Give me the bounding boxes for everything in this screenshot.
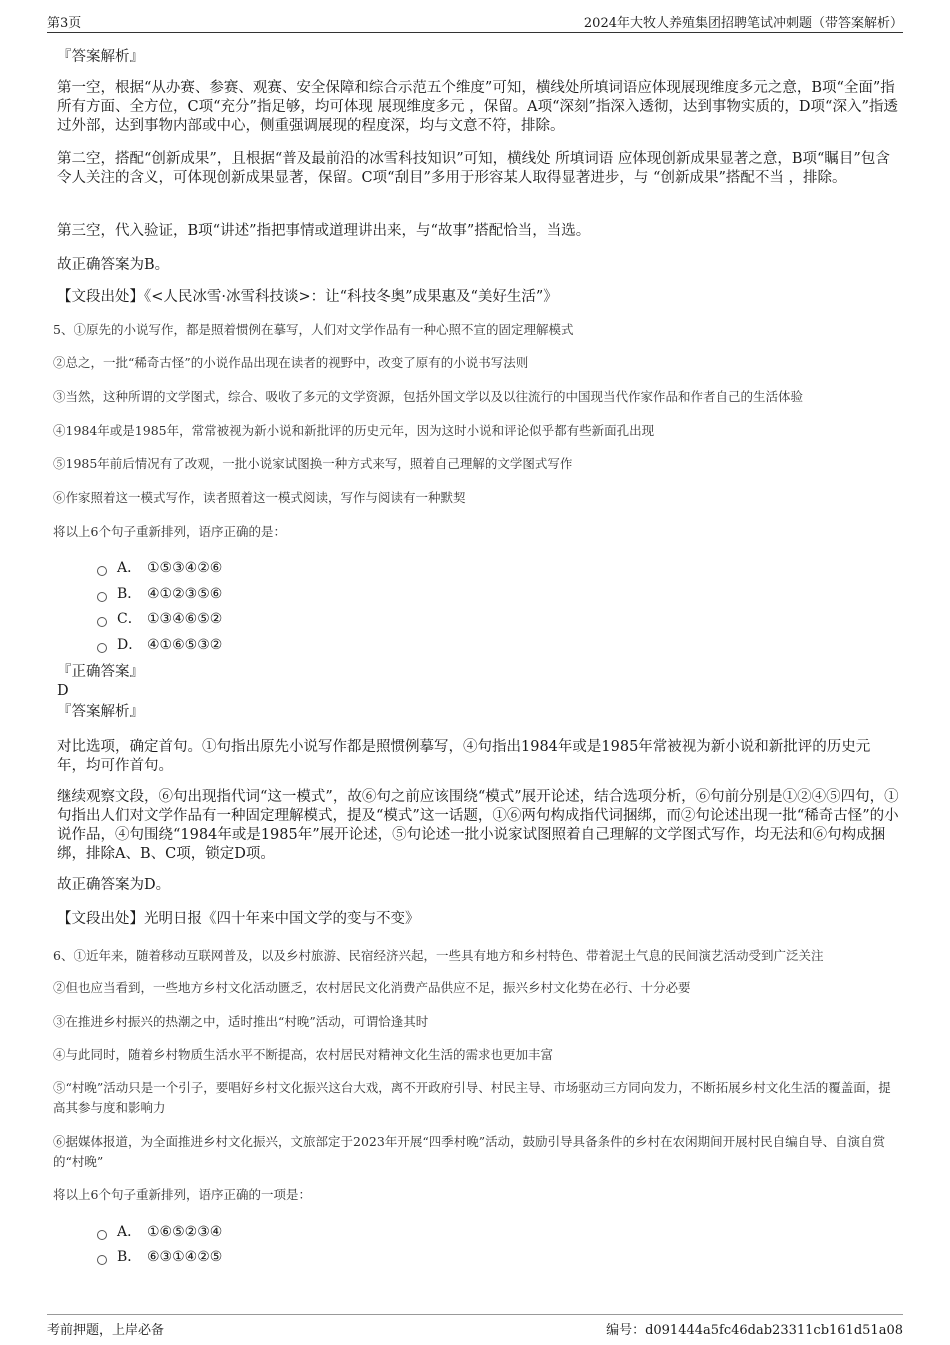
page-number: 第3页: [47, 16, 82, 31]
question-sentence: ③当然，这种所谓的文学图式，综合、吸收了多元的文学资源，包括外国文学以及以往流行的中国现当代作家作品和作者自己的生活体验: [53, 389, 804, 404]
option-text: ①③④⑥⑤②: [147, 611, 223, 627]
question-sentence: ②但也应当看到，一些地方乡村文化活动匮乏，农村居民文化消费产品供应不足，振兴乡村文化势在必行、十分必要: [53, 980, 691, 995]
question-sentence: ④与此同时，随着乡村物质生活水平不断提高，农村居民对精神文化生活的需求也更加丰富: [53, 1047, 554, 1062]
radio-button[interactable]: [97, 643, 107, 653]
option-a[interactable]: [97, 558, 222, 578]
radio-button[interactable]: [97, 1255, 107, 1265]
option-letter: B．: [117, 1249, 142, 1265]
option-letter: A．: [117, 560, 142, 576]
question-sentence: 5、①原先的小说写作，都是照着惯例在摹写，人们对文学作品有一种心照不宣的固定理解模式: [53, 322, 574, 337]
source-citation: 【文段出处】《<人民冰雪·冰雪科技谈>：让“科技冬奥”成果惠及“美好生活”》: [57, 289, 558, 305]
option-text: ④①⑥⑤③②: [147, 637, 223, 653]
radio-button[interactable]: [97, 617, 107, 627]
correct-answer-title: 『正确答案』: [57, 664, 144, 680]
option-letter: B．: [117, 586, 142, 602]
document-title: 2024年大牧人养殖集团招聘笔试冲刺题（带答案解析）: [583, 16, 903, 31]
analysis-title: 『答案解析』: [57, 704, 144, 720]
page-header: [47, 12, 903, 33]
analysis-paragraph: 第三空，代入验证，B项“讲述”指把事情或道理讲出来，与“故事”搭配恰当，当选。: [57, 223, 591, 239]
answer-statement: 故正确答案为D。: [57, 877, 171, 893]
option-text: ④①②③⑤⑥: [147, 586, 223, 602]
option-text: ①⑤③④②⑥: [147, 560, 223, 576]
radio-button[interactable]: [97, 1230, 107, 1240]
radio-button[interactable]: [97, 592, 107, 602]
option-d[interactable]: [97, 635, 222, 655]
option-b[interactable]: [97, 584, 222, 604]
option-b[interactable]: [97, 1247, 222, 1267]
question-sentence: ④1984年或是1985年，常常被视为新小说和新批评的历史元年，因为这时小说和评论似乎都有些新面孔出现: [53, 423, 655, 438]
analysis-paragraph: 第一空，根据“从办赛、参赛、观赛、安全保障和综合示范五个维度”可知，横线处所填词语应体现展现维度多元之意，B项“全面”指所有方面、全方位，C项“充分”指足够，均可体现 展现维度多元 ，保留。A项“深刻”指深入透彻，达到事物实质的，D项“深入”指透过外部，达到事物内部或中心，侧重强调展现的程度深，均与文意不符，排除。: [57, 80, 898, 134]
radio-button[interactable]: [97, 566, 107, 576]
option-c[interactable]: [97, 609, 222, 629]
correct-answer: D: [57, 683, 69, 699]
footer-slogan: 考前押题，上岸必备: [47, 1323, 165, 1338]
option-text: ⑥③①④②⑤: [147, 1249, 223, 1265]
question-sentence: ⑤“村晚”活动只是一个引子，要唱好乡村文化振兴这台大戏，离不开政府引导、村民主导、市场驱动三方同向发力，不断拓展乡村文化生活的覆盖面，提高其参与度和影响力: [53, 1080, 891, 1115]
analysis-paragraph: 继续观察文段，⑥句出现指代词“这一模式”，故⑥句之前应该围绕“模式”展开论述，结合选项分析，⑥句前分别是①②④⑤四句，①句指出人们对文学作品有一种固定理解模式，提及“模式”这一话题，①⑥两句构成指代词捆绑，而②句论述出现一批“稀奇古怪”的小说作品，④句围绕“1984年或是1985年”展开论述，⑤句论述一批小说家试图照着自己理解的文学图式写作，均无法和⑥句构成捆绑，排除A、B、C项，锁定D项。: [57, 789, 899, 862]
question-sentence: ③在推进乡村振兴的热潮之中，适时推出“村晚”活动，可谓恰逢其时: [53, 1014, 429, 1029]
source-citation: 【文段出处】光明日报《四十年来中国文学的变与不变》: [57, 911, 420, 927]
document-id: 编号：d091444a5fc46dab23311cb161d51a08: [606, 1323, 903, 1338]
question-sentence: ⑥作家照着这一模式写作，读者照着这一模式阅读，写作与阅读有一种默契: [53, 490, 466, 505]
option-letter: A．: [117, 1224, 142, 1240]
option-letter: C．: [117, 611, 142, 627]
question-sentence: ⑤1985年前后情况有了改观，一批小说家试图换一种方式来写，照着自己理解的文学图式写作: [53, 456, 573, 471]
option-letter: D．: [117, 637, 143, 653]
option-text: ①⑥⑤②③④: [147, 1224, 223, 1240]
analysis-paragraph: 对比选项，确定首句。①句指出原先小说写作都是照惯例摹写，④句指出1984年或是1985年常被视为新小说和新批评的历史元年，均可作首句。: [57, 739, 871, 774]
question-prompt: 将以上6个句子重新排列，语序正确的一项是：: [53, 1187, 311, 1202]
answer-statement: 故正确答案为B。: [57, 257, 170, 273]
question-sentence: ②总之，一批“稀奇古怪”的小说作品出现在读者的视野中，改变了原有的小说书写法则: [53, 355, 529, 370]
option-a[interactable]: [97, 1222, 222, 1242]
page-footer: [47, 1314, 903, 1341]
question-sentence: ⑥据媒体报道，为全面推进乡村文化振兴，文旅部定于2023年开展“四季村晚”活动，鼓励引导具备条件的乡村在农闲期间开展村民自编自导、自演自赏的“村晚”: [53, 1134, 886, 1169]
analysis-title: 『答案解析』: [57, 49, 144, 65]
question-prompt: 将以上6个句子重新排列，语序正确的是：: [53, 524, 286, 539]
analysis-paragraph: 第二空，搭配“创新成果”，且根据“普及最前沿的冰雪科技知识”可知，横线处 所填词语 应体现创新成果显著之意，B项“瞩目”包含令人关注的含义，可体现创新成果显著，保留。C项“刮目”多用于形容某人取得显著进步，与 “创新成果”搭配不当 ，排除。: [57, 151, 890, 186]
question-sentence: 6、①近年来，随着移动互联网普及，以及乡村旅游、民宿经济兴起，一些具有地方和乡村特色、带着泥土气息的民间演艺活动受到广泛关注: [53, 948, 824, 963]
